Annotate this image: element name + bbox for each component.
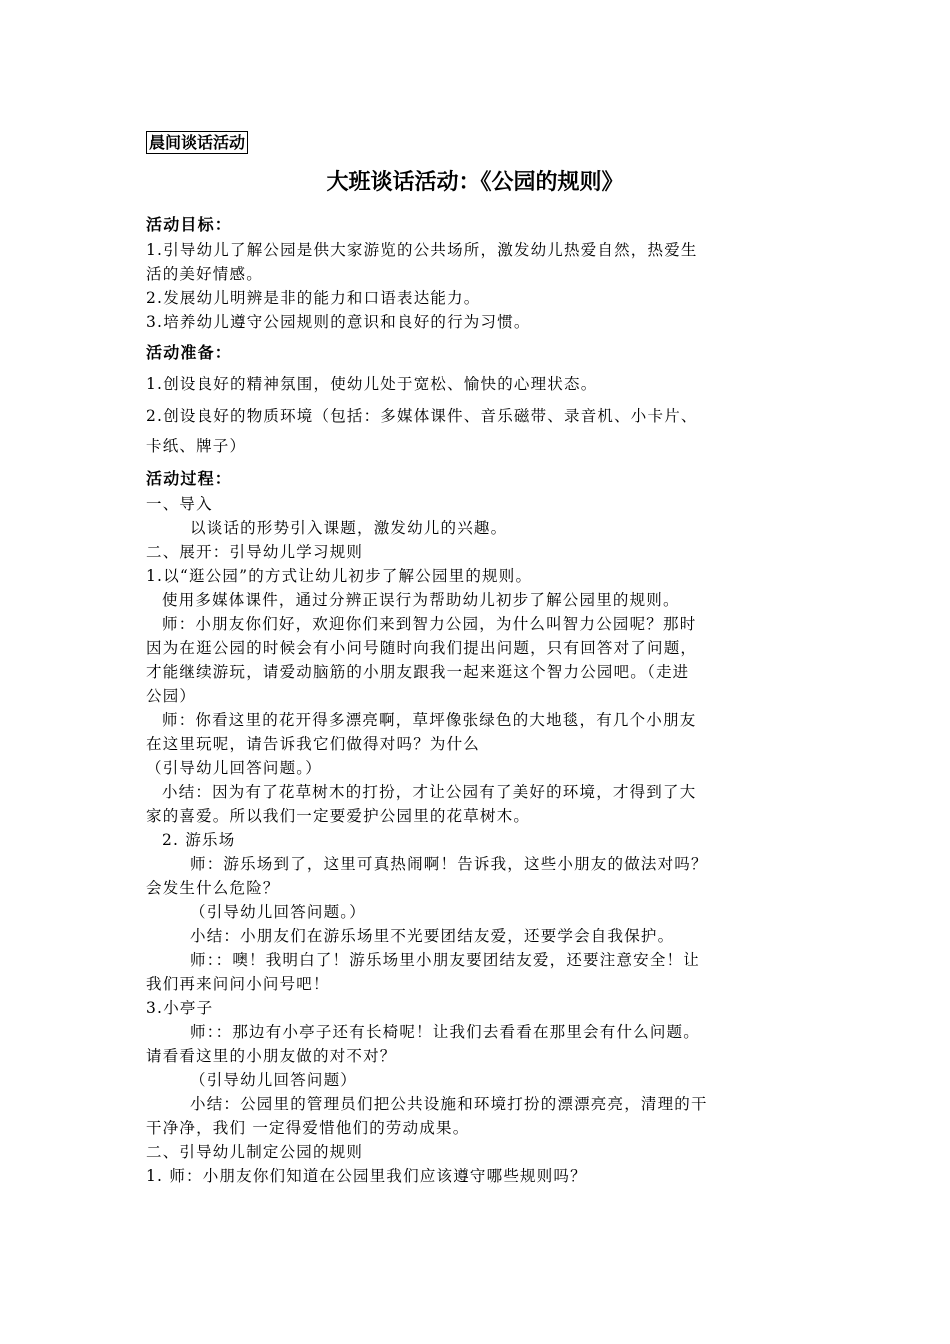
prep-line: 1.创设良好的精神氛围，使幼儿处于宽松、愉快的心理状态。: [146, 375, 598, 393]
process-line: 师：小朋友你们好，欢迎你们来到智力公园，为什么叫智力公园呢？那时: [162, 615, 697, 633]
process-line: 干净净，我们 一定得爱惜他们的劳动成果。: [146, 1119, 470, 1137]
prep-line: 2.创设良好的物质环境（包括：多媒体课件、音乐磁带、录音机、小卡片、: [146, 407, 698, 425]
process-line: 会发生什么危险？: [146, 879, 280, 897]
process-line: 我们再来问问小问号吧！: [146, 975, 330, 993]
process-line: 小结：公园里的管理员们把公共设施和环境打扮的漂漂亮亮，清理的干: [190, 1095, 708, 1113]
document-body: [146, 212, 786, 1188]
process-line: （引导幼儿回答问题。）: [190, 903, 366, 921]
process-line: 二、展开：引导幼儿学习规则: [146, 543, 364, 561]
prep-line: 卡纸、牌子）: [146, 437, 247, 455]
process-line: （引导幼儿回答问题。）: [146, 759, 322, 777]
goal-line: 2.发展幼儿明辨是非的能力和口语表达能力。: [146, 289, 481, 307]
process-line: 1.以“逛公园”的方式让幼儿初步了解公园里的规则。: [146, 567, 533, 585]
process-line: 家的喜爱。所以我们一定要爱护公园里的花草树木。: [146, 807, 531, 825]
goal-line: 活的美好情感。: [146, 265, 263, 283]
process-line: 师：：那边有小亭子还有长椅呢！让我们去看看在那里会有什么问题。: [190, 1023, 700, 1041]
process-line: 师：游乐场到了，这里可真热闹啊！告诉我，这些小朋友的做法对吗？: [190, 855, 708, 873]
process-line: 2. 游乐场: [162, 831, 236, 849]
page-title: 大班谈话活动：《公园的规则》: [326, 170, 624, 195]
process-line: 一、导入: [146, 495, 213, 513]
process-line: 1. 师：小朋友你们知道在公园里我们应该遵守哪些规则吗？: [146, 1167, 587, 1185]
process-line: 因为在逛公园的时候会有小问号随时向我们提出问题，只有回答对了问题，: [146, 639, 698, 657]
process-line: 请看看这里的小朋友做的对不对？: [146, 1047, 397, 1065]
process-line: 以谈话的形势引入课题，激发幼儿的兴趣。: [190, 519, 508, 537]
process-line: 公园）: [146, 687, 197, 705]
header-tag: 晨间谈话活动: [146, 131, 248, 154]
process-line: 师：：噢！我明白了！游乐场里小朋友要团结友爱，还要注意安全！让: [190, 951, 700, 969]
process-line: 师：你看这里的花开得多漂亮啊，草坪像张绿色的大地毯，有几个小朋友: [162, 711, 697, 729]
goal-line: 1.引导幼儿了解公园是供大家游览的公共场所，激发幼儿热爱自然，热爱生: [146, 241, 698, 259]
process-line: 使用多媒体课件，通过分辨正误行为帮助幼儿初步了解公园里的规则。: [162, 591, 680, 609]
process-line: （引导幼儿回答问题）: [190, 1071, 358, 1089]
prep-heading: 活动准备：: [146, 343, 233, 362]
process-line: 二、引导幼儿制定公园的规则: [146, 1143, 364, 1161]
goals-heading: 活动目标：: [146, 215, 233, 234]
process-line: 才能继续游玩，请爱动脑筋的小朋友跟我一起来逛这个智力公园吧。（走进: [146, 663, 690, 681]
process-line: 3.小亭子: [146, 999, 214, 1017]
process-heading: 活动过程：: [146, 469, 233, 488]
process-line: 小结：小朋友们在游乐场里不光要团结友爱，还要学会自我保护。: [190, 927, 675, 945]
process-line: 小结：因为有了花草树木的打扮，才让公园有了美好的环境，才得到了大: [162, 783, 697, 801]
process-line: 在这里玩呢，请告诉我它们做得对吗？为什么: [146, 735, 481, 753]
goal-line: 3.培养幼儿遵守公园规则的意识和良好的行为习惯。: [146, 313, 531, 331]
